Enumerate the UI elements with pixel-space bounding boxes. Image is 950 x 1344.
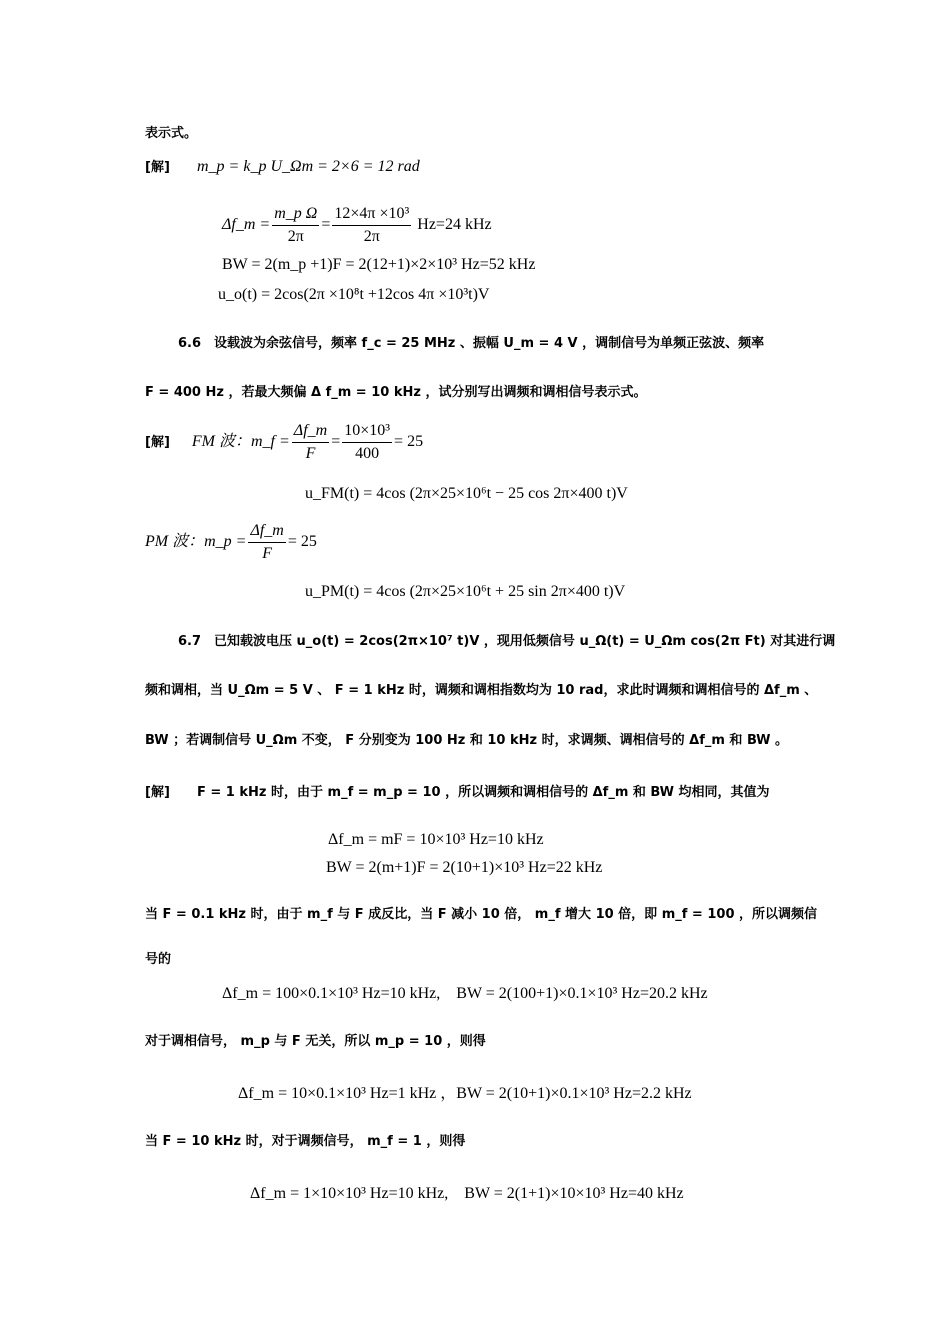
sol67-line10: Δf_m = 1×10×10³ Hz=10 kHz, BW = 2(1+1)×10×10³ Hz=40 kHz [250, 1185, 684, 1202]
sol66-upm: u_PM(t) = 4cos (2π×25×10⁶t + 25 sin 2π×400 t)V [305, 583, 626, 600]
sol67-line4: 当 F = 0.1 kHz 时，由于 m_f 与 F 成反比，当 F 减小 10 倍， m_f 增大 10 倍，即 m_f = 100 ，所以调频信 [145, 907, 818, 922]
sol66-fm-rhs: = 25 [394, 433, 424, 451]
sol67-line6: Δf_m = 100×0.1×10³ Hz=10 kHz, BW = 2(100+1)×0.1×10³ Hz=20.2 kHz [222, 985, 708, 1002]
sol66-fm-label: FM 波：m_f = [191, 433, 290, 451]
fraction-denominator: F [305, 444, 316, 462]
q66-line1: 6.6 设载波为余弦信号，频率 f_c = 25 MHz 、振幅 U_m = 4 V ，调制信号为单频正弦波、频率 [178, 336, 765, 351]
sol65-line3: BW = 2(m_p +1)F = 2(12+1)×2×10³ Hz=52 kHz [222, 256, 536, 273]
sol67-line9: 当 F = 10 kHz 时，对于调频信号， m_f = 1 ，则得 [145, 1134, 466, 1149]
q66-line2: F = 400 Hz ，若最大频偏 Δ f_m = 10 kHz ，试分别写出调频和调相信号表示式。 [145, 385, 647, 400]
sol67-l1-text: F = 1 kHz 时，由于 m_f = m_p = 10 ，所以调频和调相信号的 Δf_m 和 BW 均相同，其值为 [196, 785, 770, 800]
sol67-line5: 号的 [145, 952, 172, 967]
fraction [248, 522, 285, 562]
sol66-pm-line [145, 522, 317, 562]
sol66-fm-line: [解] FM 波：m_f = $\frac{\Delta f\_m}{F}$ = $\frac{\text{10×10³}}{400}$ = 25 [145, 422, 424, 462]
sol67-line1 [145, 783, 770, 799]
fraction-numerator: 10×10³ [342, 422, 392, 443]
q67-line1: 6.7 已知载波电压 u_o(t) = 2cos(2π×10⁷ t)V ，现用低频信号 u_Ω(t) = U_Ωm cos(2π Ft) 对其进行调 [178, 634, 836, 649]
solution-tag: [解] [145, 160, 170, 175]
fraction-numerator: Δf_m [248, 522, 285, 543]
fraction [272, 205, 319, 245]
sol67-line7: 对于调相信号， m_p 与 F 无关，所以 m_p = 10 ，则得 [145, 1034, 486, 1049]
sol66-ufm: u_FM(t) = 4cos (2π×25×10⁶t − 25 cos 2π×400 t)V [305, 485, 628, 502]
sol67-line3: BW = 2(m+1)F = 2(10+1)×10³ Hz=22 kHz [326, 859, 603, 876]
sol65-line2: Δf_m = $\frac{\text{m\_p Ω}}{2\pi}$ = $\frac{\text{12×4π ×10³}}{2\pi}$ Hz=24 kHz [222, 205, 492, 245]
sol65-line4: u_o(t) = 2cos(2π ×10⁸t +12cos 4π ×10³t)V [218, 286, 490, 303]
q67-line3: BW ；若调制信号 U_Ωm 不变， F 分别变为 100 Hz 和 10 kHz 时，求调频、调相信号的 Δf_m 和 BW 。 [145, 733, 789, 748]
sol66-pm-label: PM 波：m_p = [145, 533, 247, 551]
fraction-numerator: 12×4π ×10³ [332, 205, 411, 226]
sol66-pm-rhs: = 25 [287, 533, 317, 551]
sol65-eq1: m_p = k_p U_Ωm = 2×6 = 12 rad [196, 158, 420, 175]
fraction-denominator: F [262, 544, 273, 562]
top-line: 表示式。 [145, 126, 198, 141]
sol67-line8: Δf_m = 10×0.1×10³ Hz=1 kHz ，BW = 2(10+1)×0.1×10³ Hz=2.2 kHz [238, 1085, 692, 1102]
fraction-denominator: 2π [287, 227, 304, 245]
fraction-numerator: Δf_m [292, 422, 329, 443]
fraction [332, 205, 411, 245]
fraction-numerator: m_p Ω [272, 205, 319, 226]
fraction-denominator: 400 [355, 444, 380, 462]
sol67-line2: Δf_m = mF = 10×10³ Hz=10 kHz [328, 831, 544, 848]
sol65-line1 [145, 158, 420, 175]
solution-tag: [解] [145, 785, 170, 800]
sol65-l2-lhs: Δf_m = [222, 216, 271, 234]
q67-line2: 频和调相，当 U_Ωm = 5 V 、 F = 1 kHz 时，调频和调相指数均为 10 rad，求此时调频和调相信号的 Δf_m 、 [145, 683, 818, 698]
fraction [292, 422, 329, 462]
fraction [342, 422, 392, 462]
solution-tag: [解] [145, 434, 170, 450]
fraction-denominator: 2π [363, 227, 380, 245]
sol65-l2-rhs: Hz=24 kHz [417, 216, 492, 234]
